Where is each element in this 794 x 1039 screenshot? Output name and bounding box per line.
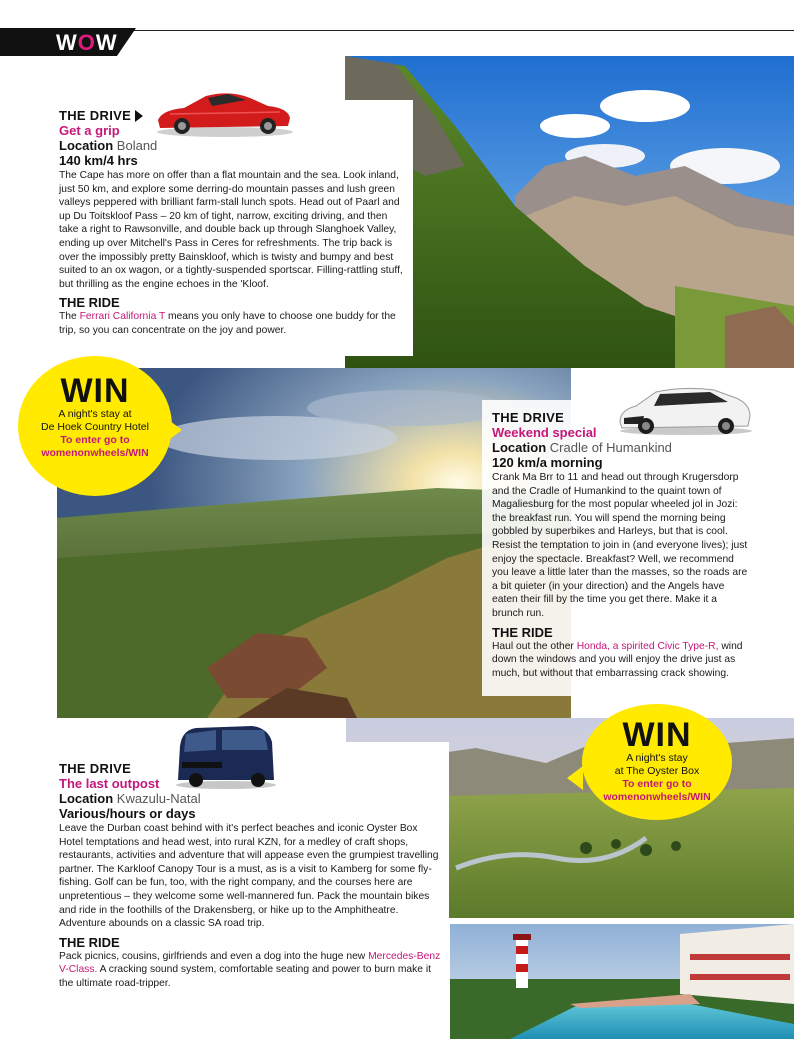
wow-logo: WOW bbox=[56, 30, 118, 55]
win-bubble-oysterbox bbox=[582, 704, 732, 820]
distance-time: Various/hours or days bbox=[59, 806, 196, 821]
prize-line-1: A night's stay at bbox=[58, 408, 132, 420]
car-link[interactable]: Honda, a spirited Civic Type-R, bbox=[576, 640, 719, 652]
distance-time: 140 km/4 hrs bbox=[59, 153, 138, 168]
win-bubble-dehoek bbox=[18, 356, 172, 496]
prize-line-1: A night's stay bbox=[626, 752, 688, 764]
win-title: WIN bbox=[622, 716, 692, 754]
ride-heading: THE RIDE bbox=[492, 624, 553, 640]
drive-subtitle: Get a grip bbox=[59, 123, 120, 138]
location-line: Location Kwazulu-Natal bbox=[59, 791, 201, 806]
drive-body: The Cape has more on offer than a flat mountain and the sea. Look inland, just 50 km, and explore some derring-do mountain passes and lush green valleys peppered with brilliant farm-stall lunch spots. Head out of Paarl and up Du Toitskloof Pass – 20 km of tight, narrow, exciting driving, and then take a right to Rawsonville, and double back up through Slanghoek Valley, ending up over Mitchell's Pass in Ceres for refreshments. The trip back is over the impossibly pretty Bainskloof, which is twisty and bumpy and best suited to an ox wagon, or a tightly-suspended sportscar. Filling-rattling stuff, but thrilling as the engine echoes in the 'Kloof. bbox=[59, 170, 403, 290]
distance-time: 120 km/a morning bbox=[492, 455, 603, 470]
header-rule bbox=[130, 30, 794, 31]
prize-line-2: at The Oyster Box bbox=[614, 765, 700, 777]
location-line: Location Cradle of Humankind bbox=[492, 440, 672, 455]
drive-body: Crank Ma Brr to 11 and head out through Krugersdorp and the Cradle of Humankind to the quaint town of Magaliesburg for the most popular wheeled jol in Jozi: the breakfast run. You will spend the morning being gobbled by superbikes and Harleys, but that is cool. Resist the temptation to join in (and everyone lives); just enjoy the spectacle. Breakfast? Well, we recommend you leave a little later than the masses, so the roads are a bit quieter (in your direction) and the Angels have eaten their fill by the time you get there. Make it a brunch run. bbox=[492, 472, 748, 619]
car-link[interactable]: Mercedes-Benz V-Class. bbox=[59, 950, 441, 976]
oyster-box-photo bbox=[450, 924, 794, 1039]
enter-instruction: To enter go to bbox=[60, 434, 130, 446]
drive-heading: THE DRIVE bbox=[59, 108, 132, 123]
entry-url[interactable]: womenonwheels/WIN bbox=[41, 447, 149, 459]
win-title: WIN bbox=[60, 372, 130, 410]
ride-body: The Ferrari California T means you only have to choose one buddy for the trip, so you can concentrate on the joy and power. bbox=[59, 311, 396, 336]
play-arrow-icon bbox=[135, 110, 143, 122]
car-link[interactable]: Ferrari California T bbox=[79, 311, 166, 323]
drive-heading: THE DRIVE bbox=[59, 761, 132, 776]
ride-heading: THE RIDE bbox=[59, 934, 120, 950]
drive-heading: THE DRIVE bbox=[492, 410, 565, 425]
entry-url[interactable]: womenonwheels/WIN bbox=[603, 791, 711, 803]
boland-article bbox=[59, 108, 405, 338]
drive-body: Leave the Durban coast behind with it's perfect beaches and iconic Oyster Box Hotel temptations and head west, into rural KZN, for a medley of craft shops, restaurants, activities and adventure that will appease even the grumpiest travelling partner. The Karkloof Canopy Tour is a must, as is a visit to Kamberg for some fly-fishing. Golf can be fun, too, with the right company, and the courses here are unpretentious – they welcome some well-mannered fun. Pack the mountain bikes and ride in the foothills of the Drakensberg, or hike up to the Amphitheatre. Adventure abounds on a classic SA road trip. bbox=[59, 823, 439, 930]
ride-body: Haul out the other Honda, a spirited Civic Type-R, wind down the windows and you will enjoy the drive just as much, but without that embarrassing crack showing. bbox=[492, 640, 743, 679]
ride-body: Pack picnics, cousins, girlfriends and even a dog into the huge new Mercedes-Benz V-Class. A cracking sound system, comfortable seating and power to burn make it the ultimate road-tripper. bbox=[59, 950, 441, 989]
enter-instruction: To enter go to bbox=[622, 778, 692, 790]
win-bubble-pointer bbox=[567, 766, 583, 790]
kzn-article bbox=[59, 761, 443, 991]
drive-subtitle: The last outpost bbox=[59, 776, 160, 791]
cradle-article bbox=[492, 410, 750, 680]
drive-subtitle: Weekend special bbox=[492, 425, 597, 440]
ride-heading: THE RIDE bbox=[59, 295, 120, 311]
location-line: Location Boland bbox=[59, 138, 158, 153]
prize-line-2: De Hoek Country Hotel bbox=[41, 421, 149, 433]
